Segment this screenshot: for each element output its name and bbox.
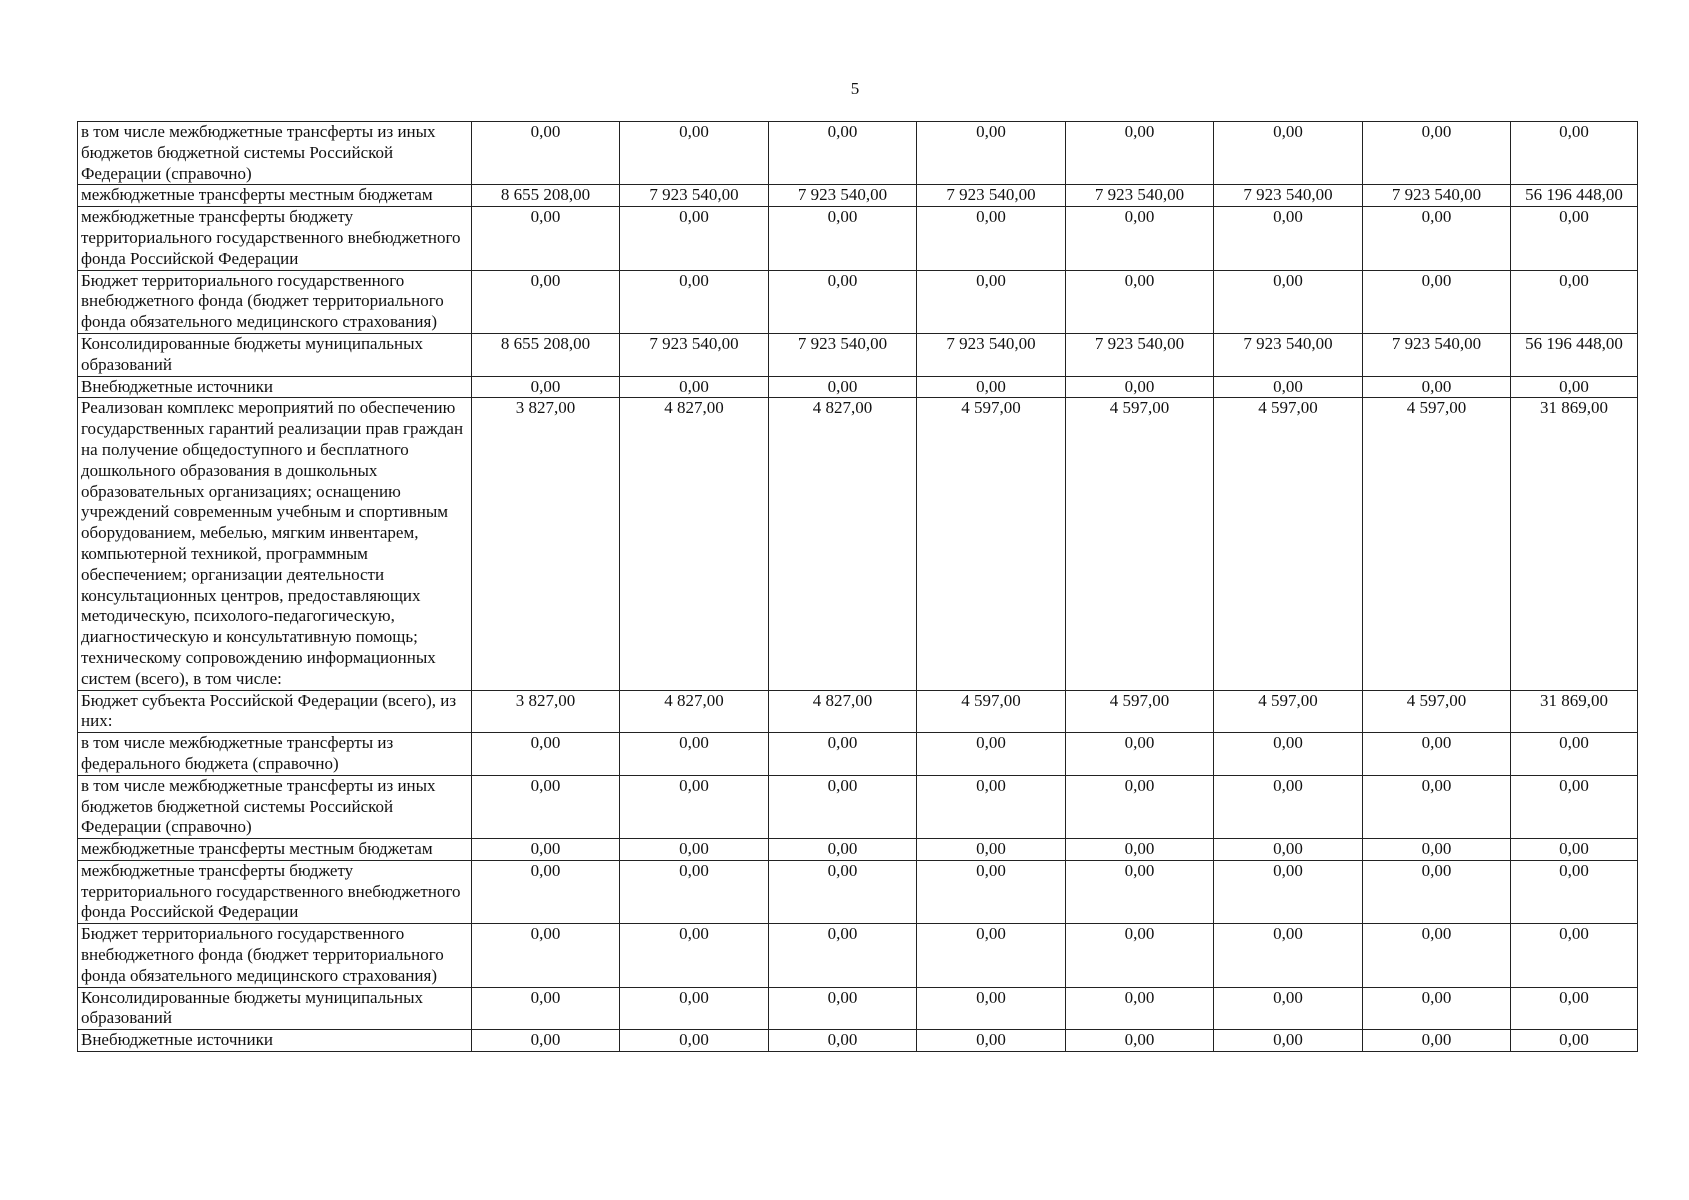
value-cell: 0,00 [769,122,917,185]
value-cell: 4 597,00 [1363,690,1511,733]
value-cell: 0,00 [1363,270,1511,333]
value-cell: 7 923 540,00 [917,185,1066,207]
value-cell: 7 923 540,00 [769,185,917,207]
value-cell: 0,00 [472,987,620,1030]
table-row [78,924,1638,987]
value-cell: 0,00 [472,839,620,861]
table-row [78,207,1638,270]
value-cell: 0,00 [769,270,917,333]
total-value-cell: 0,00 [1511,860,1638,923]
value-cell: 0,00 [769,775,917,838]
total-value-cell: 0,00 [1511,1030,1638,1052]
value-cell: 4 597,00 [1214,690,1363,733]
row-label: Бюджет территориального государственного внебюджетного фонда (бюджет территориального фонда обязательного медицинского страхования) [78,924,472,987]
value-cell: 0,00 [1066,924,1214,987]
table-row [78,270,1638,333]
table-row [78,733,1638,776]
value-cell: 0,00 [1214,924,1363,987]
value-cell: 0,00 [620,270,769,333]
value-cell: 0,00 [917,733,1066,776]
total-value-cell: 0,00 [1511,924,1638,987]
value-cell: 3 827,00 [472,398,620,690]
total-value-cell: 0,00 [1511,987,1638,1030]
value-cell: 0,00 [1214,860,1363,923]
total-value-cell: 31 869,00 [1511,690,1638,733]
value-cell: 0,00 [1363,733,1511,776]
value-cell: 4 597,00 [1214,398,1363,690]
row-label: межбюджетные трансферты местным бюджетам [78,185,472,207]
budget-table [77,121,1638,1052]
table-row [78,1030,1638,1052]
value-cell: 0,00 [620,924,769,987]
value-cell: 7 923 540,00 [1214,333,1363,376]
value-cell: 0,00 [1066,733,1214,776]
total-value-cell: 0,00 [1511,733,1638,776]
row-label: Бюджет субъекта Российской Федерации (всего), из них: [78,690,472,733]
value-cell: 0,00 [620,376,769,398]
table-row [78,185,1638,207]
value-cell: 0,00 [472,775,620,838]
value-cell: 0,00 [1066,987,1214,1030]
value-cell: 0,00 [472,860,620,923]
value-cell: 0,00 [1066,207,1214,270]
value-cell: 0,00 [769,376,917,398]
value-cell: 0,00 [917,860,1066,923]
page-number: 5 [850,79,860,98]
row-label: межбюджетные трансферты бюджету территориального государственного внебюджетного фонда Российской Федерации [78,860,472,923]
row-label: Внебюджетные источники [78,376,472,398]
row-label: в том числе межбюджетные трансферты из иных бюджетов бюджетной системы Российской Федерации (справочно) [78,122,472,185]
value-cell: 0,00 [1363,1030,1511,1052]
value-cell: 7 923 540,00 [1363,185,1511,207]
value-cell: 0,00 [1214,207,1363,270]
row-label: Бюджет территориального государственного внебюджетного фонда (бюджет территориального фонда обязательного медицинского страхования) [78,270,472,333]
table-row [78,987,1638,1030]
value-cell: 0,00 [917,270,1066,333]
total-value-cell: 0,00 [1511,376,1638,398]
value-cell: 0,00 [917,839,1066,861]
value-cell: 4 827,00 [769,690,917,733]
total-value-cell: 0,00 [1511,775,1638,838]
value-cell: 0,00 [769,860,917,923]
value-cell: 0,00 [472,376,620,398]
value-cell: 0,00 [1214,987,1363,1030]
value-cell: 4 597,00 [917,690,1066,733]
value-cell: 0,00 [769,839,917,861]
value-cell: 4 827,00 [620,690,769,733]
value-cell: 0,00 [1066,376,1214,398]
table-row [78,333,1638,376]
value-cell: 3 827,00 [472,690,620,733]
value-cell: 0,00 [769,207,917,270]
value-cell: 4 827,00 [769,398,917,690]
row-label: в том числе межбюджетные трансферты из федерального бюджета (справочно) [78,733,472,776]
table-row [78,775,1638,838]
value-cell: 0,00 [769,987,917,1030]
value-cell: 0,00 [1214,775,1363,838]
table-row [78,860,1638,923]
value-cell: 0,00 [1066,122,1214,185]
row-label: в том числе межбюджетные трансферты из иных бюджетов бюджетной системы Российской Федерации (справочно) [78,775,472,838]
total-value-cell: 0,00 [1511,122,1638,185]
value-cell: 0,00 [620,733,769,776]
value-cell: 0,00 [620,122,769,185]
value-cell: 0,00 [472,270,620,333]
value-cell: 0,00 [620,775,769,838]
table-row [78,376,1638,398]
table-row [78,122,1638,185]
total-value-cell: 0,00 [1511,839,1638,861]
value-cell: 0,00 [1214,839,1363,861]
row-label: Консолидированные бюджеты муниципальных образований [78,987,472,1030]
table-row [78,398,1638,690]
value-cell: 4 597,00 [1066,398,1214,690]
value-cell: 7 923 540,00 [620,185,769,207]
value-cell: 0,00 [917,987,1066,1030]
value-cell: 0,00 [1066,270,1214,333]
value-cell: 0,00 [1214,733,1363,776]
value-cell: 4 597,00 [1066,690,1214,733]
value-cell: 0,00 [1214,270,1363,333]
value-cell: 8 655 208,00 [472,185,620,207]
total-value-cell: 0,00 [1511,207,1638,270]
value-cell: 7 923 540,00 [1363,333,1511,376]
value-cell: 0,00 [917,376,1066,398]
value-cell: 0,00 [1363,987,1511,1030]
value-cell: 0,00 [1363,122,1511,185]
value-cell: 0,00 [472,1030,620,1052]
value-cell: 8 655 208,00 [472,333,620,376]
table-row [78,839,1638,861]
total-value-cell: 56 196 448,00 [1511,185,1638,207]
value-cell: 0,00 [1214,376,1363,398]
total-value-cell: 0,00 [1511,270,1638,333]
value-cell: 0,00 [472,924,620,987]
value-cell: 0,00 [620,987,769,1030]
value-cell: 0,00 [472,122,620,185]
row-label: межбюджетные трансферты местным бюджетам [78,839,472,861]
value-cell: 0,00 [1363,376,1511,398]
table-body [78,122,1638,1052]
value-cell: 7 923 540,00 [1066,333,1214,376]
row-label: Внебюджетные источники [78,1030,472,1052]
value-cell: 0,00 [1363,839,1511,861]
value-cell: 0,00 [1363,924,1511,987]
value-cell: 0,00 [472,733,620,776]
value-cell: 0,00 [620,860,769,923]
value-cell: 0,00 [769,733,917,776]
value-cell: 0,00 [620,839,769,861]
value-cell: 0,00 [1066,839,1214,861]
value-cell: 0,00 [917,1030,1066,1052]
value-cell: 0,00 [769,1030,917,1052]
value-cell: 7 923 540,00 [769,333,917,376]
value-cell: 0,00 [1066,860,1214,923]
value-cell: 7 923 540,00 [620,333,769,376]
row-label: межбюджетные трансферты бюджету территориального государственного внебюджетного фонда Российской Федерации [78,207,472,270]
value-cell: 0,00 [1066,1030,1214,1052]
value-cell: 0,00 [620,207,769,270]
table-row [78,690,1638,733]
value-cell: 7 923 540,00 [917,333,1066,376]
value-cell: 0,00 [917,775,1066,838]
value-cell: 0,00 [917,122,1066,185]
value-cell: 0,00 [917,207,1066,270]
value-cell: 0,00 [1214,122,1363,185]
value-cell: 0,00 [917,924,1066,987]
value-cell: 0,00 [1214,1030,1363,1052]
value-cell: 4 827,00 [620,398,769,690]
value-cell: 0,00 [1363,860,1511,923]
value-cell: 4 597,00 [917,398,1066,690]
value-cell: 0,00 [1363,775,1511,838]
row-label: Консолидированные бюджеты муниципальных образований [78,333,472,376]
value-cell: 0,00 [1066,775,1214,838]
value-cell: 0,00 [769,924,917,987]
total-value-cell: 31 869,00 [1511,398,1638,690]
value-cell: 7 923 540,00 [1066,185,1214,207]
row-label: Реализован комплекс мероприятий по обеспечению государственных гарантий реализации прав граждан на получение общедоступного и бесплатного дошкольного образования в дошкольных образовательных организациях; оснащению учреждений современным учебным и спортивным оборудованием, мебелью, мягким инвентарем, компьютерной техникой, программным обеспечением; организации деятельности консультационных центров, предоставляющих методическую, психолого-педагогическую, диагностическую и консультативную помощь; техническому сопровождению информационных систем (всего), в том числе: [78,398,472,690]
value-cell: 4 597,00 [1363,398,1511,690]
value-cell: 7 923 540,00 [1214,185,1363,207]
value-cell: 0,00 [1363,207,1511,270]
total-value-cell: 56 196 448,00 [1511,333,1638,376]
value-cell: 0,00 [620,1030,769,1052]
value-cell: 0,00 [472,207,620,270]
